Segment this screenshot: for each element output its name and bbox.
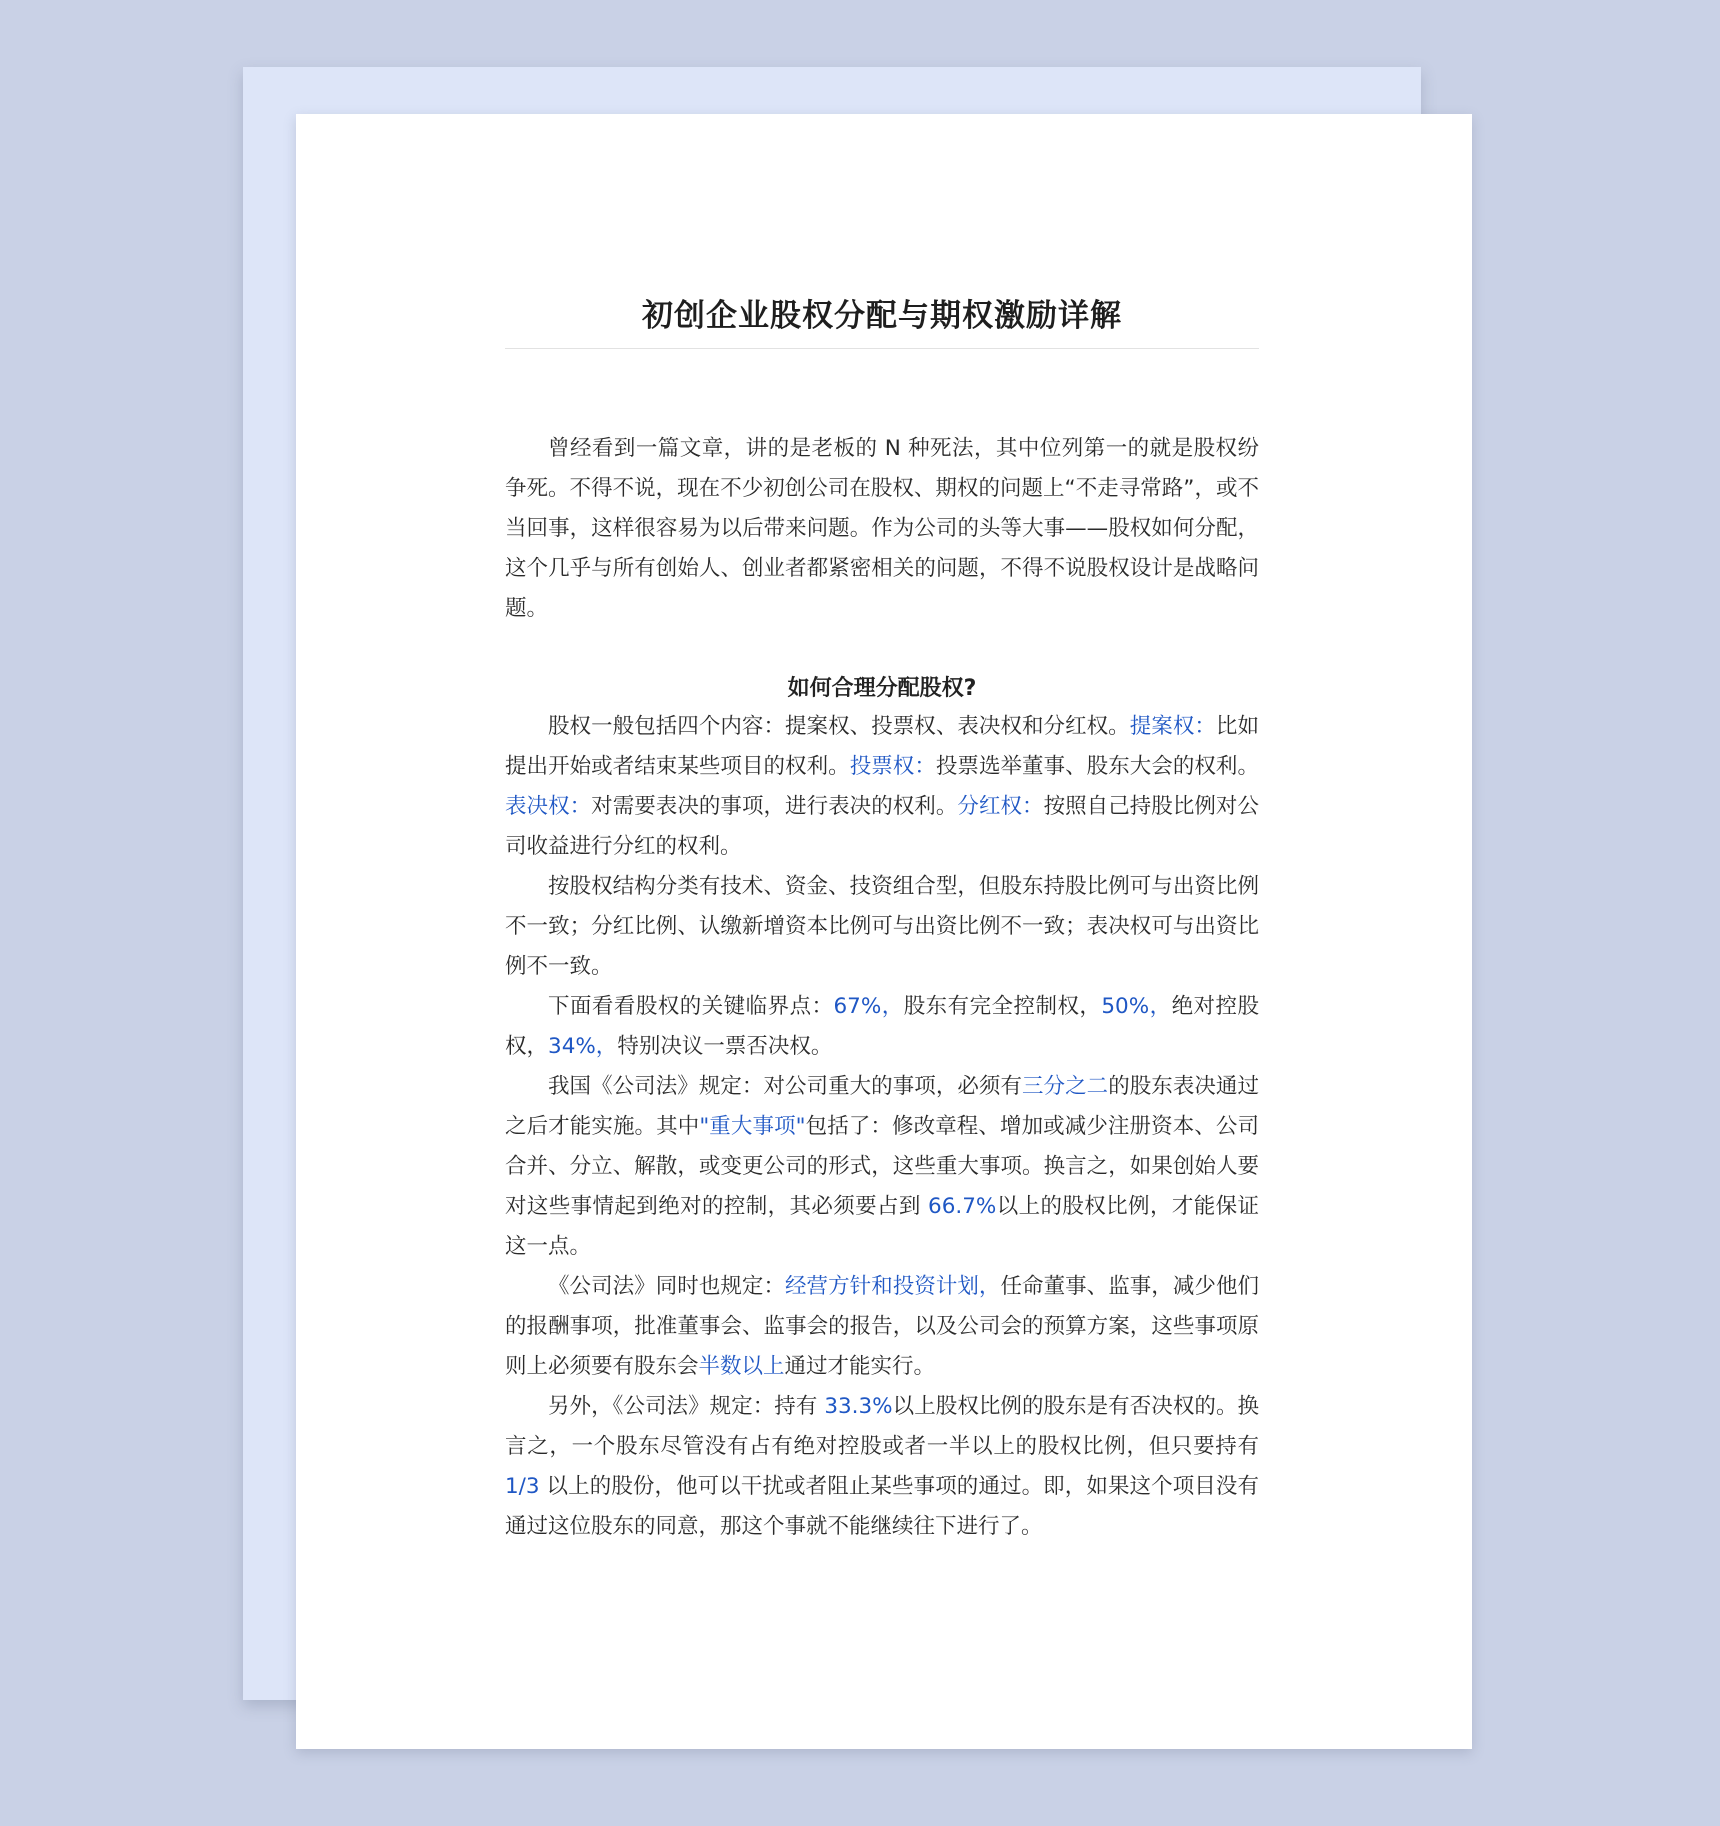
body-paragraphs	[505, 707, 1259, 1547]
paragraph-text: 投票选举董事、股东大会的权利。	[935, 754, 1259, 779]
highlighted-text: 50%，	[1101, 994, 1172, 1019]
body-paragraph	[505, 1067, 1259, 1267]
paragraph-text: 通过才能实行。	[784, 1354, 936, 1379]
paragraph-text: 以上的股份，他可以干扰或者阻止某些事项的通过。即，如果这个项目没有通过这位股东的同意，那这个事就不能继续往下进行了。	[505, 1474, 1259, 1539]
section-heading: 如何合理分配股权?	[787, 676, 977, 701]
paragraph-text: 对需要表决的事项，进行表决的权利。	[591, 794, 958, 819]
paragraph-text: 特别决议一票否决权。	[617, 1034, 833, 1059]
paragraph-text: 下面看看股权的关键临界点：	[548, 994, 834, 1019]
highlighted-text: 分红权：	[957, 794, 1044, 819]
body-paragraph	[505, 707, 1259, 867]
highlighted-text: 67%，	[833, 994, 904, 1019]
paragraph-text: 比如提出开始或者结束某些项目的权利。	[505, 714, 1259, 779]
body-paragraph	[505, 867, 1259, 987]
body-paragraph	[505, 987, 1259, 1067]
paragraph-text: 股权一般包括四个内容：提案权、投票权、表决权和分红权。	[548, 714, 1130, 739]
highlighted-text: 提案权：	[1129, 714, 1216, 739]
highlighted-text: 投票权：	[849, 754, 936, 779]
body-paragraph	[505, 1267, 1259, 1387]
paragraph-text: 以上股权比例的股东是有否决权的。换言之，一个股东尽管没有占有绝对控股或者一半以上的股权比例，但只要持有	[505, 1394, 1259, 1459]
intro-paragraph: 曾经看到一篇文章，讲的是老板的 N 种死法，其中位列第一的就是股权纷争死。不得不说，现在不少初创公司在股权、期权的问题上“不走寻常路”，或不当回事，这样很容易为以后带来问题。作为公司的头等大事——股权如何分配，这个几乎与所有创始人、创业者都紧密相关的问题，不得不说股权设计是战略问题。	[505, 436, 1259, 621]
paragraph-text: 任命董事、监事，减少他们的报酬事项，批准董事会、监事会的报告，以及公司会的预算方案，这些事项原则上必须要有股东会	[505, 1274, 1259, 1379]
paragraph-text: 按股权结构分类有技术、资金、技资组合型，但股东持股比例可与出资比例不一致；分红比例、认缴新增资本比例可与出资比例不一致；表决权可与出资比例不一致。	[505, 874, 1259, 979]
paragraph-text: 按照自己持股比例对公司收益进行分红的权利。	[505, 794, 1259, 859]
highlighted-text: 半数以上	[698, 1354, 785, 1379]
document-content	[505, 290, 1259, 1547]
highlighted-text: 三分之二	[1022, 1074, 1109, 1099]
highlighted-text: 1/3	[505, 1474, 540, 1499]
paragraph-text: 股东有完全控制权，	[903, 994, 1102, 1019]
paragraph-text: 绝对控股权，	[505, 994, 1259, 1059]
highlighted-text: 经营方针和投资计划，	[785, 1274, 1001, 1299]
paragraph-text: 《公司法》同时也规定：	[548, 1274, 786, 1299]
paragraph-text: 包括了：修改章程、增加或减少注册资本、公司合并、分立、解散，或变更公司的形式，这些重大事项。换言之，如果创始人要对这些事情起到绝对的控制，其必须要占到	[505, 1114, 1259, 1219]
paragraph-text: 以上的股权比例，才能保证这一点。	[505, 1194, 1259, 1259]
highlighted-text: "重大事项"	[699, 1114, 806, 1139]
highlighted-text: 66.7%	[928, 1194, 997, 1219]
highlighted-text: 33.3%	[824, 1394, 893, 1419]
paragraph-text: 我国《公司法》规定：对公司重大的事项，必须有	[548, 1074, 1023, 1099]
highlighted-text: 34%，	[548, 1034, 618, 1059]
highlighted-text: 表决权：	[505, 794, 592, 819]
paragraph-text: 另外，《公司法》规定：持有	[548, 1394, 825, 1419]
body-paragraph	[505, 1387, 1259, 1547]
document-title: 初创企业股权分配与期权激励详解	[505, 290, 1259, 349]
paragraph-text: 的股东表决通过之后才能实施。其中	[505, 1074, 1259, 1139]
